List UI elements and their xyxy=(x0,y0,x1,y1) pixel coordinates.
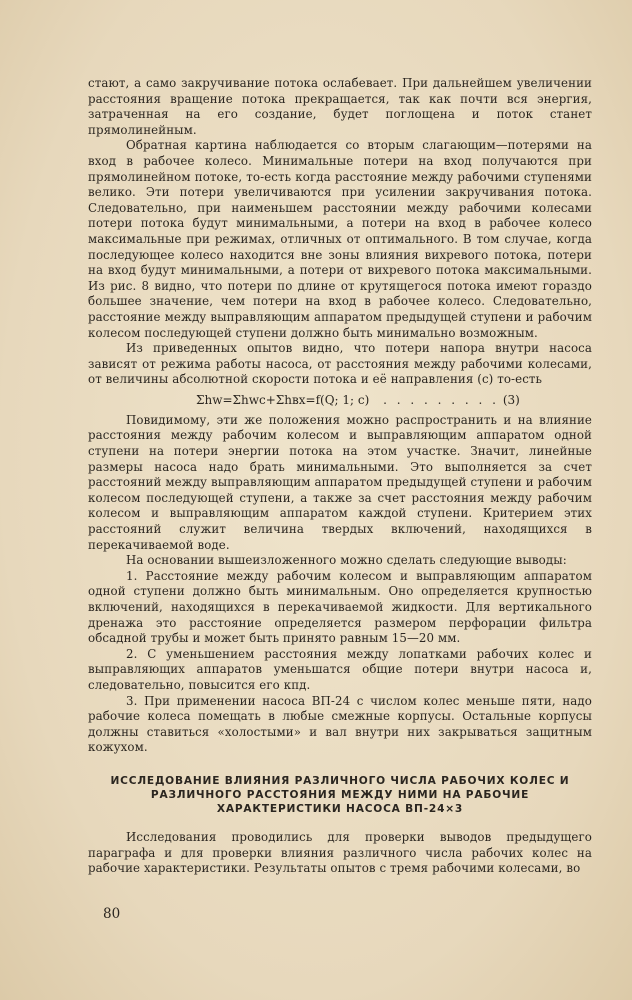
paragraph-3: Из приведенных опытов видно, что потери напора внутри насоса зависят от режима работы насоса, от расстояния между рабочими колесами, от величины абсолютной скорости потока и её направления (c) то-есть xyxy=(88,341,592,387)
conclusion-1: 1. Расстояние между рабочим колесом и выправляющим аппаратом одной ступени должно быть минимальным. Оно определяется крупностью включений, находящихся в перекачиваемой жидкости. Для вертикального дренажа это расстояние определяется размером перфорации фильтра обсадной трубы и может быть принято равным 15—20 мм. xyxy=(88,568,592,646)
page-content xyxy=(88,76,592,877)
conclusion-2: 2. С уменьшением расстояния между лопатками рабочих колес и выправляющих аппаратов уменьшатся общие потери внутри насоса и, следовательно, повысится его кпд. xyxy=(88,646,592,692)
formula-expression: Σhw=Σhwc+Σhвх=f(Q; 1; c) xyxy=(196,392,370,407)
paragraph-2: Обратная картина наблюдается со вторым слагающим—потерями на вход в рабочее колесо. Минимальные потери на вход получаются при прямолинейном потоке, то-есть когда расстояние между рабочими ступенями велико. Эти потери увеличиваются при усилении закручивания потока. Следовательно, при наименьшем расстоянии между рабочими колесами потери потока будут минимальными, а потери на вход в рабочее колесо максимальные при режимах, отличных от оптимального. В том случае, когда последующее колесо находится вне зоны влияния вихревого потока, потери на вход будут минимальными, а потери от вихревого потока максимальными. Из рис. 8 видно, что потери по длине от крутящегося потока имеют гораздо большее значение, чем потери на вход в рабочее колесо. Следовательно, расстояние между выправляющим аппаратом предыдущей ступени и рабочим колесом последующей ступени должно быть минимально возможным. xyxy=(88,138,592,340)
formula-3 xyxy=(88,391,592,409)
section-heading: ИССЛЕДОВАНИЕ ВЛИЯНИЯ РАЗЛИЧНОГО ЧИСЛА РАБОЧИХ КОЛЕС И РАЗЛИЧНОГО РАССТОЯНИЯ МЕЖДУ НИМИ НА РАБОЧИЕ ХАРАКТЕРИСТИКИ НАСОСА ВП-24×3 xyxy=(110,774,570,815)
paragraph-1: стают, а само закручивание потока ослабевает. При дальнейшем увеличении расстояния вращение потока прекращается, так как почти вся энергия, затраченная на его создание, будет поглощена и поток станет прямолинейным. xyxy=(88,76,592,137)
paragraph-5: На основании вышеизложенного можно сделать следующие выводы: xyxy=(126,553,567,568)
formula-leader-dots: . . . . . . . . . xyxy=(383,392,499,407)
page-number: 80 xyxy=(103,906,121,922)
formula-number: (3) xyxy=(502,392,520,407)
paragraph-final: Исследования проводились для проверки выводов предыдущего параграфа и для проверки влияния различного числа рабочих колес на рабочие характеристики. Результаты опытов с тремя рабочими колесами, во xyxy=(88,829,592,876)
conclusion-3: 3. При применении насоса ВП-24 с числом колес меньше пяти, надо рабочие колеса помещать в любые смежные корпусы. Остальные корпусы должны ставиться «холостыми» и вал внутри них закрываться защитным кожухом. xyxy=(88,693,592,755)
paragraph-4: Повидимому, эти же положения можно распространить и на влияние расстояния между рабочим колесом и выправляющим аппаратом одной ступени на потери энергии потока на этом участке. Значит, линейные размеры насоса надо брать минимальными. Это выполняется за счет расстояний между выправляющим аппаратом предыдущей ступени и рабочим колесом последующей ступени, а также за счет расстояния между рабочим колесом и выправляющим аппаратом каждой ступени. Критерием этих расстояний служит величина твердых включений, находящихся в перекачиваемой воде. xyxy=(88,412,592,552)
